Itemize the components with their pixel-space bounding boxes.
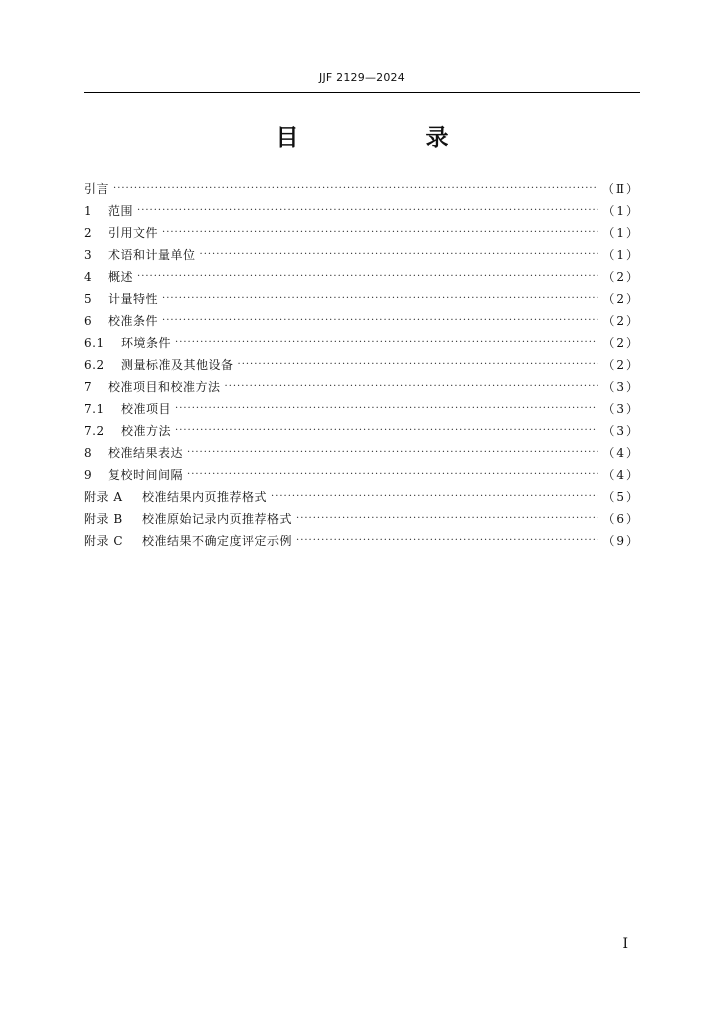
toc-entry-number: 6.2 <box>84 358 105 372</box>
toc-entry-6-1[interactable] <box>84 328 640 350</box>
toc-entry-number: 附录 A <box>84 490 123 504</box>
toc-entry-foreword[interactable] <box>84 174 640 196</box>
toc-entry-2[interactable] <box>84 218 640 240</box>
toc-entry-page: （1） <box>602 204 640 218</box>
toc-entry-title: 校准原始记录内页推荐格式 <box>142 512 293 526</box>
toc-entry-label <box>84 490 267 504</box>
toc-entry-appendix-c[interactable] <box>84 526 640 548</box>
page-header <box>84 64 640 93</box>
standard-code: JJF 2129—2024 <box>319 71 405 84</box>
toc-entry-7-2[interactable] <box>84 416 640 438</box>
toc-entry-page: （4） <box>602 446 640 460</box>
toc-entry-label <box>84 446 183 460</box>
dot-leader <box>238 360 599 370</box>
toc-entry-page: （2） <box>602 270 640 284</box>
toc-entry-number: 8 <box>84 446 93 460</box>
toc-entry-page: （3） <box>602 424 640 438</box>
toc-entry-number: 1 <box>84 204 93 218</box>
toc-entry-page: （3） <box>602 402 640 416</box>
dot-leader <box>296 536 598 546</box>
dot-leader <box>175 338 598 348</box>
toc-entry-title: 范围 <box>108 204 134 218</box>
toc-entry-title: 环境条件 <box>121 336 172 350</box>
toc-entry-number: 7 <box>84 380 93 394</box>
toc-entry-page: （2） <box>602 314 640 328</box>
toc-entry-appendix-b[interactable] <box>84 504 640 526</box>
toc-entry-number: 附录 B <box>84 512 123 526</box>
toc-entry-9[interactable] <box>84 460 640 482</box>
toc-entry-label <box>84 512 292 526</box>
toc-entry-number: 6 <box>84 314 93 328</box>
toc-entry-appendix-a[interactable] <box>84 482 640 504</box>
page-title: 目 录 <box>275 125 501 151</box>
dot-leader <box>175 426 598 436</box>
toc-entry-number: 2 <box>84 226 93 240</box>
toc-entry-label <box>84 248 196 262</box>
toc-entry-title: 概述 <box>108 270 134 284</box>
dot-leader <box>137 206 598 216</box>
toc-entry-label <box>84 468 183 482</box>
toc-entry-page: （9） <box>602 534 640 548</box>
dot-leader <box>113 184 598 194</box>
toc-entry-3[interactable] <box>84 240 640 262</box>
toc-entry-page: （1） <box>602 248 640 262</box>
dot-leader <box>271 492 598 502</box>
toc-entry-title: 校准项目 <box>121 402 172 416</box>
dot-leader <box>225 382 599 392</box>
toc-entry-5[interactable] <box>84 284 640 306</box>
dot-leader <box>162 294 598 304</box>
toc-entry-page: （2） <box>602 292 640 306</box>
toc-entry-title: 引用文件 <box>108 226 159 240</box>
toc-entry-page: （1） <box>602 226 640 240</box>
toc-entry-label <box>84 314 158 328</box>
dot-leader <box>175 404 598 414</box>
toc-entry-7[interactable] <box>84 372 640 394</box>
toc-entry-number: 附录 C <box>84 534 123 548</box>
toc-entry-number: 3 <box>84 248 93 262</box>
toc-entry-label <box>84 402 171 416</box>
toc-entry-number: 4 <box>84 270 93 284</box>
toc-entry-page: （4） <box>602 468 640 482</box>
toc-entry-label <box>84 336 171 350</box>
toc-entry-label <box>84 424 171 438</box>
toc-entry-number: 7.1 <box>84 402 105 416</box>
toc-entry-label <box>84 534 292 548</box>
toc-entry-number: 6.1 <box>84 336 105 350</box>
toc-entry-title: 校准项目和校准方法 <box>108 380 221 394</box>
dot-leader <box>137 272 598 282</box>
dot-leader <box>162 316 598 326</box>
toc-entry-7-1[interactable] <box>84 394 640 416</box>
toc-entry-label <box>84 358 234 372</box>
toc-entry-title: 校准方法 <box>121 424 172 438</box>
toc-entry-6[interactable] <box>84 306 640 328</box>
toc-entry-title: 复校时间间隔 <box>108 468 184 482</box>
toc-entry-page: （2） <box>602 336 640 350</box>
toc-entry-page: （3） <box>602 380 640 394</box>
toc-entry-title: 校准结果表达 <box>108 446 184 460</box>
toc-entry-label <box>84 182 109 196</box>
toc-entry-label <box>84 226 158 240</box>
toc-entry-label <box>84 204 133 218</box>
toc-entry-title: 校准条件 <box>108 314 159 328</box>
toc-entry-title: 校准结果不确定度评定示例 <box>142 534 293 548</box>
dot-leader <box>200 250 599 260</box>
toc-entry-page: （2） <box>602 358 640 372</box>
dot-leader <box>187 448 598 458</box>
toc-entry-number: 5 <box>84 292 93 306</box>
toc-entry-4[interactable] <box>84 262 640 284</box>
toc-entry-number: 7.2 <box>84 424 105 438</box>
toc-entry-label <box>84 270 133 284</box>
toc-entry-8[interactable] <box>84 438 640 460</box>
table-of-contents <box>84 174 640 548</box>
dot-leader <box>162 228 598 238</box>
dot-leader <box>187 470 598 480</box>
toc-entry-number: 9 <box>84 468 93 482</box>
toc-entry-title: 计量特性 <box>108 292 159 306</box>
toc-entry-title: 校准结果内页推荐格式 <box>142 490 268 504</box>
toc-entry-1[interactable] <box>84 196 640 218</box>
toc-entry-title: 术语和计量单位 <box>108 248 196 262</box>
page-number: I <box>622 936 628 952</box>
toc-entry-page: （6） <box>602 512 640 526</box>
toc-entry-title: 引言 <box>84 182 110 196</box>
toc-entry-page: （5） <box>602 490 640 504</box>
toc-entry-page: （Ⅱ） <box>601 182 640 196</box>
toc-entry-6-2[interactable] <box>84 350 640 372</box>
toc-entry-label <box>84 380 221 394</box>
dot-leader <box>296 514 598 524</box>
toc-entry-title: 测量标准及其他设备 <box>121 358 234 372</box>
toc-entry-label <box>84 292 158 306</box>
